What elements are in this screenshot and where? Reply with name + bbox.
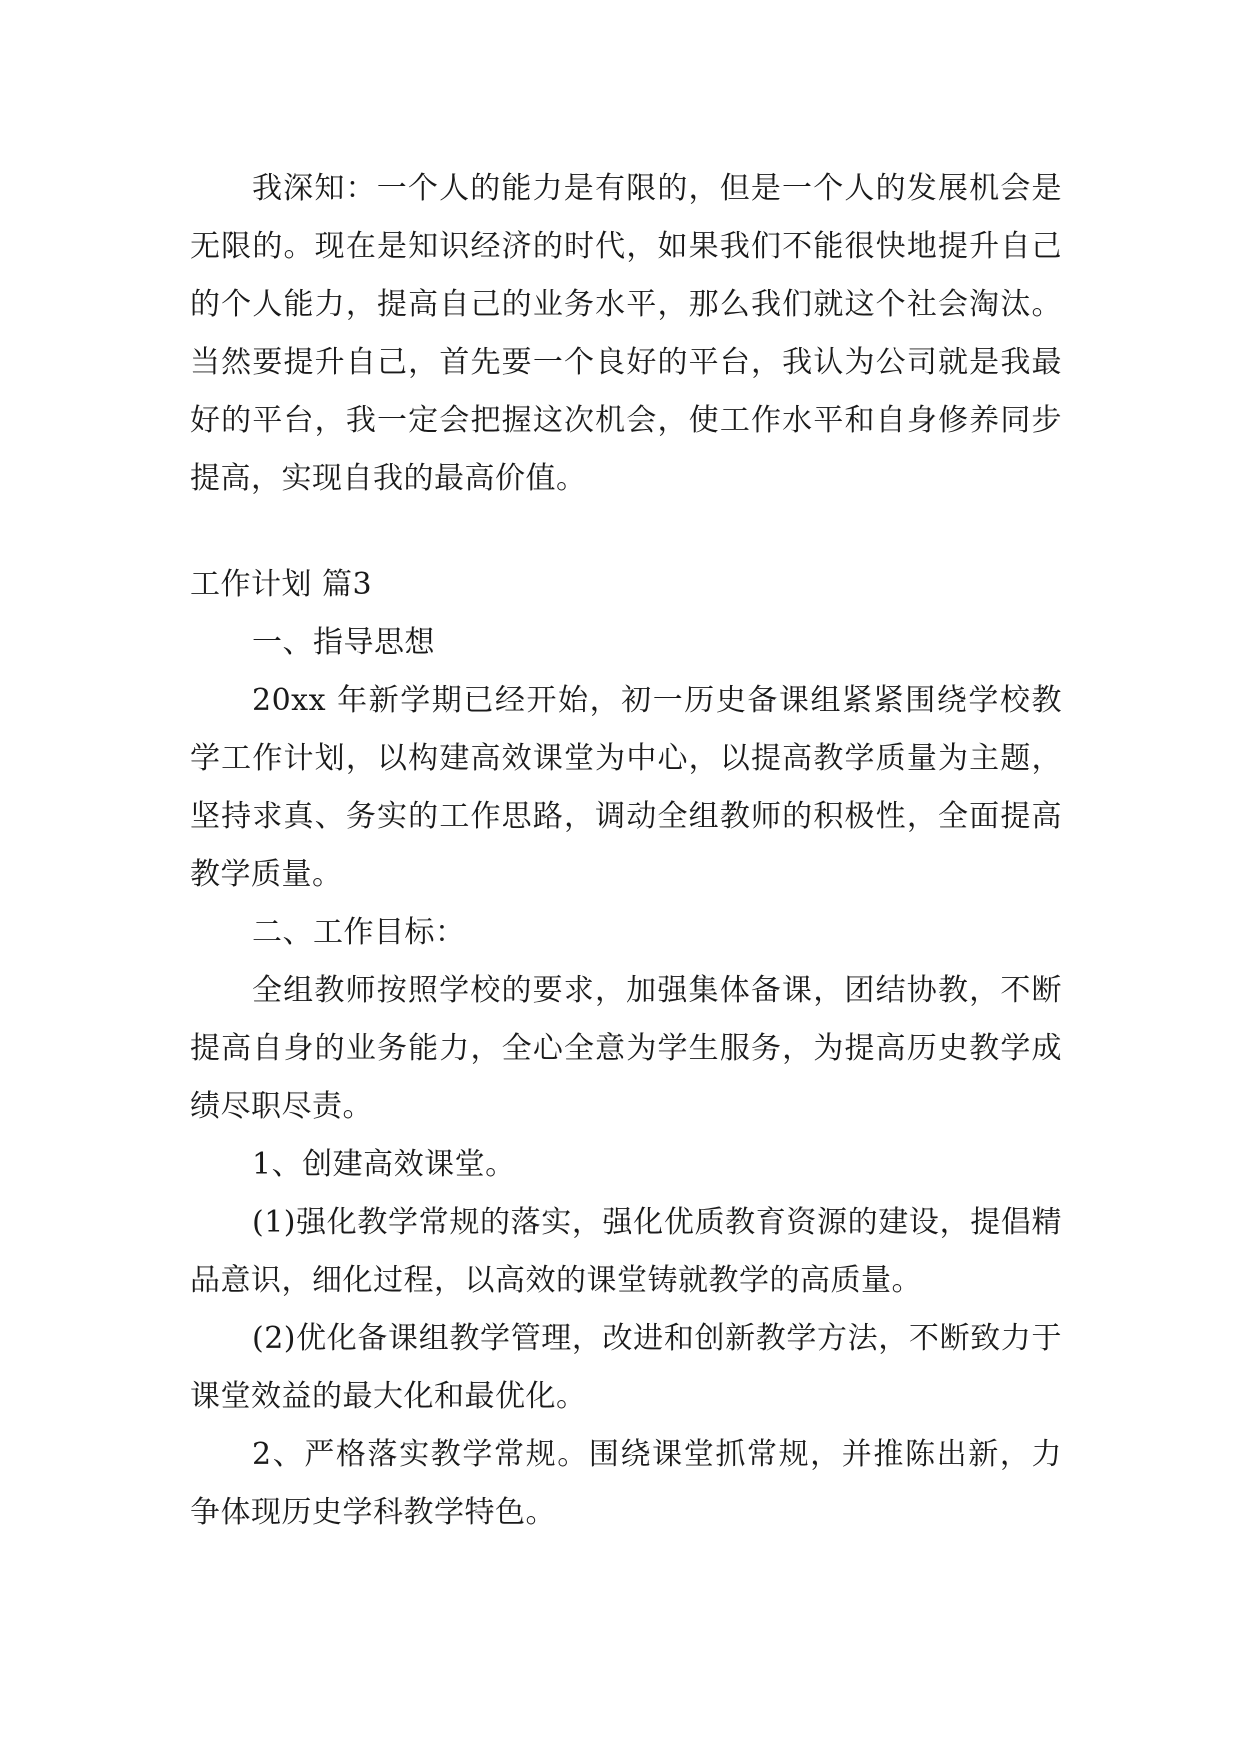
paragraph-guiding-ideology: 20xx 年新学期已经开始，初一历史备课组紧紧围绕学校教学工作计划，以构建高效课堂为中心，以提高教学质量为主题，坚持求真、务实的工作思路，调动全组教师的积极性，全面提高教学质量。 — [190, 683, 1062, 892]
paragraph-work-goals: 全组教师按照学校的要求，加强集体备课，团结协教，不断提高自身的业务能力，全心全意为学生服务，为提高历史教学成绩尽职尽责。 — [190, 973, 1062, 1124]
list-subitem-1: (1)强化教学常规的落实，强化优质教育资源的建设，提倡精品意识，细化过程，以高效的课堂铸就教学的高质量。 — [190, 1205, 1062, 1298]
list-item-efficient-classroom: 1、创建高效课堂。 — [252, 1147, 516, 1182]
heading-work-goals: 二、工作目标： — [252, 915, 466, 950]
heading-guiding-ideology: 一、指导思想 — [252, 625, 435, 660]
list-item-teaching-routine: 2、严格落实教学常规。围绕课堂抓常规，并推陈出新，力争体现历史学科教学特色。 — [190, 1437, 1062, 1530]
section-title: 工作计划 篇3 — [190, 567, 373, 602]
list-subitem-2: (2)优化备课组教学管理，改进和创新教学方法，不断致力于课堂效益的最大化和最优化。 — [190, 1321, 1062, 1414]
document-body — [190, 160, 1062, 1542]
intro-paragraph: 我深知：一个人的能力是有限的，但是一个人的发展机会是无限的。现在是知识经济的时代，如果我们不能很快地提升自己的个人能力，提高自己的业务水平，那么我们就这个社会淘汰。当然要提升自己，首先要一个良好的平台，我认为公司就是我最好的平台，我一定会把握这次机会，使工作水平和自身修养同步提高，实现自我的最高价值。 — [190, 171, 1062, 496]
